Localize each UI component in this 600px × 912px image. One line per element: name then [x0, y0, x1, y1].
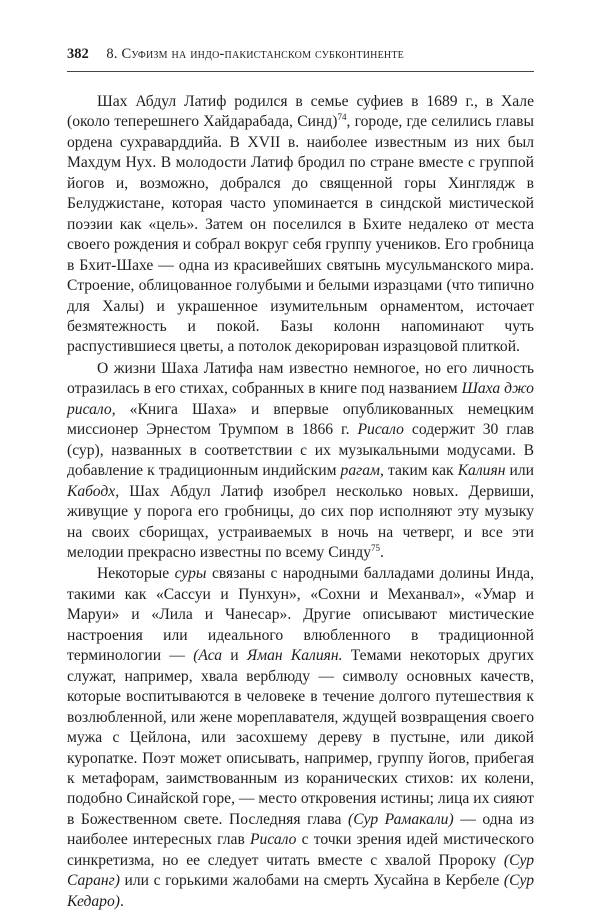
- italic-term: Калиян: [457, 462, 506, 480]
- text-run: .: [380, 543, 384, 561]
- text-run: или: [505, 462, 534, 480]
- footnote-ref-74[interactable]: 74: [337, 112, 347, 123]
- text-run: Шах Абдул Латиф изобрел несколько новых. Дервиши, живущие у порога его гробницы, до сих пор исполняют эту музыку на своих сборищах, устраиваемых в ночь на четверг, и все эти мелодии прекрасно известны по всему Синду: [67, 482, 534, 561]
- text-run: содержит 30 глав (сур), названных в соответствии с их музыкальными модусами. В добавление к традиционным индийским: [67, 421, 534, 480]
- chapter-number: 8.: [106, 46, 118, 62]
- text-run: Шах Абдул Латиф родился в семье суфиев в 1689 г., в Хале (около теперешнего Хайдарабада, Синд): [67, 93, 534, 131]
- chapter-heading: [106, 46, 404, 62]
- italic-term: (Аса: [193, 647, 223, 665]
- italic-term: Яман Калиян.: [246, 647, 343, 665]
- text-run: и: [222, 647, 247, 665]
- italic-term: (Сур Кедаро): [67, 872, 534, 910]
- body-text: [67, 92, 534, 912]
- text-run: связаны с народными балладами долины Инда, такими как «Сассуи и Пунхун», «Сохни и Механвал», «Умар и Маруи» и «Лила и Чанесар». Другие описывают мистические настроения или идеального влюбленного в традиционной терминологии —: [67, 565, 534, 665]
- text-run: — одна из наиболее интересных глав: [67, 810, 534, 849]
- text-run: , городе, где селились главы ордена сухраварддийа. В XVII в. наиболее известным из них был Махдум Нух. В молодости Латиф бродил по стране вместе с группой йогов и, возможно, добрался до священной горы Хинглядж в Белуджистане, которая часто упоминается в синдской мистической поэзии как «цель». Затем он поселился в Бхите недалеко от места своего рождения и собрал вокруг себя группу учеников. Его гробница в Бхит-Шахе — одна из красивейших святынь мусульманского мира. Строение, облицованное голубыми и белыми изразцами (что типично для Халы) и украшенное изумительным орнаментом, источает безмятежность и покой. Базы колонн напоминают чуть распустившиеся цветы, а потолок декорирован изразцовой плиткой.: [67, 113, 534, 356]
- italic-term: Шаха джо рисало: [67, 380, 534, 418]
- footnote-ref-75[interactable]: 75: [371, 542, 381, 553]
- paragraph-3: [67, 564, 534, 912]
- chapter-title: Суфизм на индо-пакистанском субконтиненте: [121, 46, 404, 62]
- paragraph-2: [67, 359, 534, 564]
- text-run: Некоторые: [97, 565, 175, 583]
- italic-term: (Сур Саранг): [67, 851, 534, 890]
- text-run: таким как: [383, 462, 458, 480]
- header-rule: [67, 71, 534, 72]
- text-run: с точки зрения идей мистического синкретизма, но ее следует читать вместе с хвалой Пророку: [67, 831, 535, 869]
- text-run: .: [119, 892, 124, 910]
- italic-term: Кабодх,: [67, 482, 120, 500]
- text-run: , «Книга Шаха» и впервые опубликованных немецким миссионер Эрнестом Трумпом в 1866 г.: [67, 400, 534, 439]
- running-header: [67, 46, 560, 63]
- text-run: Темами некоторых других служат, например, хвала верблюду — символу основных качеств, которые воспитываются в человеке в течение долгого путешествия к возлюбленной, или жене мореплавателя, ждущей возвращения своего мужа с Цейлона, или засохшему дереву в пустыне, или дикой куропатке. Поэт может описывать, например, группу йогов, прибегая к метафорам, заимствованным из коранических стихов: их колени, подобно Синайской горе, — место откровения истины; лица их сияют в Божественном свете. Последняя глава: [67, 647, 534, 828]
- italic-term: Рисало: [250, 831, 297, 849]
- italic-term: рагам,: [340, 462, 384, 480]
- italic-term: (Сур Рамакали): [348, 810, 454, 828]
- page-number: 382: [67, 46, 89, 62]
- text-run: О жизни Шаха Латифа нам известно немногое, но его личность отразилась в его стихах, собранных в книге под названием: [67, 359, 534, 398]
- text-run: или с горькими жалобами на смерть Хусайна в Кербеле: [119, 872, 504, 890]
- paragraph-1: [67, 92, 534, 358]
- italic-term: суры: [174, 565, 207, 583]
- italic-term: Рисало: [357, 421, 404, 439]
